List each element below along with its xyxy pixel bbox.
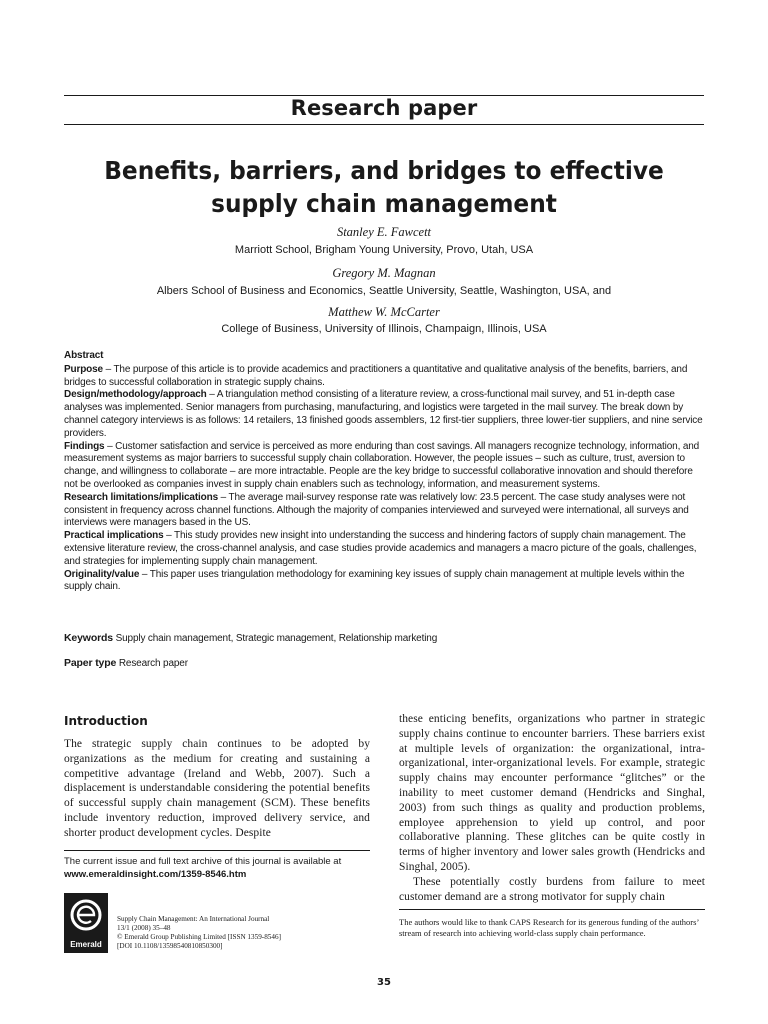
paper-type: Paper type Research paper xyxy=(64,657,188,669)
section-heading: Research paper xyxy=(290,96,478,120)
body-paragraph: These potentially costly burdens from failure to meet customer demand are a strong motivator for supply chain xyxy=(399,875,705,903)
archive-note: The current issue and full text archive of this journal is available at www.emeraldinsight.com/1359-8546.htm xyxy=(64,855,370,881)
title-line-2: supply chain management xyxy=(211,189,557,218)
abstract-practical: Practical implications – This study provides new insight into understanding the success and hindering factors of supply chain management. The extensive literature review, the cross-channel analysis, and case studies provide academics and managers a macro picture of the goals, challenges, and strategies for implementing supply chain management. xyxy=(64,530,697,567)
body-paragraph: The strategic supply chain continues to be adopted by organizations as the medium for creating and sustaining a competitive advantage (Ireland and Webb, 2007). Such a displacement is understandable considering the potential benefits of successful supply chain management (SCM). These benefits include inventory reduction, improved delivery service, and shorter product development cycles. Despite xyxy=(64,738,370,839)
abstract-heading: Abstract xyxy=(64,350,104,361)
author-affiliation: College of Business, University of Illinois, Champaign, Illinois, USA xyxy=(221,323,547,335)
body-paragraph: these enticing benefits, organizations who partner in strategic supply chains continue to encounter barriers. These barriers exist at multiple levels of organization: the organizational, intra-organizational, inter-organizational levels. For example, strategic supply chains may encounter performance “glitches” or the inability to meet customer demand (Hendricks and Singhal, 2003) from such things as quality and production problems, employee apprehension to yield up control, and poor collaborative planning. These glitches can be quite costly in terms of higher inventory and lower sales growth (Hendricks and Singhal, 2005). xyxy=(399,713,705,873)
author-affiliation: Albers School of Business and Economics, Seattle University, Seattle, Washington, USA, and xyxy=(156,285,612,297)
author-affiliation: Marriott School, Brigham Young University, Provo, Utah, USA xyxy=(234,244,534,256)
logo-wordmark: Emerald xyxy=(70,940,102,949)
author-name: Matthew W. McCarter xyxy=(328,305,440,319)
paper-title xyxy=(86,154,681,220)
body-column-left xyxy=(64,737,370,841)
abstract-findings: Findings – Customer satisfaction and service is perceived as more enduring than cost savings. All managers recognize technology, information, and measurement systems as major barriers to successful supply chain collaboration. However, the people issues – such as culture, trust, aversion to change, and willingness to collaborate – are more intractable. People are the key bridge to successful collaborative innovation and should therefore not be overlooked as companies invest in supply chain enablers such as technology, information, and measurement systems. xyxy=(64,440,700,490)
abstract-design: Design/methodology/approach – A triangulation method consisting of a literature review, a cross-functional mail survey, and 51 in-depth case analyses was implemented. Senior managers from purchasing, manufacturing, and logistics were targeted in the mail survey. The break down by channel category interviews is as follows: 14 retailers, 13 finished goods assemblers, 12 first-tier suppliers, three lower-tier suppliers, and nine service providers. xyxy=(64,389,703,439)
archive-rule xyxy=(64,850,370,851)
keywords: Keywords Supply chain management, Strategic management, Relationship marketing xyxy=(64,632,438,644)
page-number: 35 xyxy=(377,977,391,988)
journal-info: Supply Chain Management: An International Journal 13/1 (2008) 35–48 © Emerald Group Publishing Limited [ISSN 1359-8546] [DOI 10.1108/13598540810850300] xyxy=(117,915,281,950)
footnote-rule xyxy=(399,909,705,910)
author-name: Gregory M. Magnan xyxy=(332,266,436,280)
body-column-right xyxy=(399,712,705,904)
emerald-e-icon xyxy=(64,893,108,939)
abstract-originality: Originality/value – This paper uses triangulation methodology for examining key issues of supply chain management at multiple levels within the supply chain. xyxy=(64,568,685,593)
section-rule xyxy=(64,124,704,125)
emerald-logo xyxy=(64,893,108,953)
author-name: Stanley E. Fawcett xyxy=(336,225,432,239)
abstract xyxy=(64,350,706,594)
journal-url-link[interactable]: www.emeraldinsight.com/1359-8546.htm xyxy=(64,869,247,880)
abstract-limitations: Research limitations/implications – The average mail-survey response rate was relatively low: 23.5 percent. The case study analyses were not consistent in frequency across channel functions. Although the majority of companies interviewed and surveyed were international, all surveys and interviews were managers based in the US. xyxy=(64,491,689,529)
abstract-purpose: Purpose – The purpose of this article is to provide academics and practitioners a quantitative and qualitative analysis of the benefits, barriers, and bridges to successful collaboration in strategic supply chains. xyxy=(64,363,688,388)
acknowledgement-footnote: The authors would like to thank CAPS Research for its generous funding of the authors’ stream of research into achieving world-class supply chain performance. xyxy=(399,917,699,938)
title-line-1: Benefits, barriers, and bridges to effective xyxy=(104,156,664,185)
introduction-heading: Introduction xyxy=(64,714,148,728)
